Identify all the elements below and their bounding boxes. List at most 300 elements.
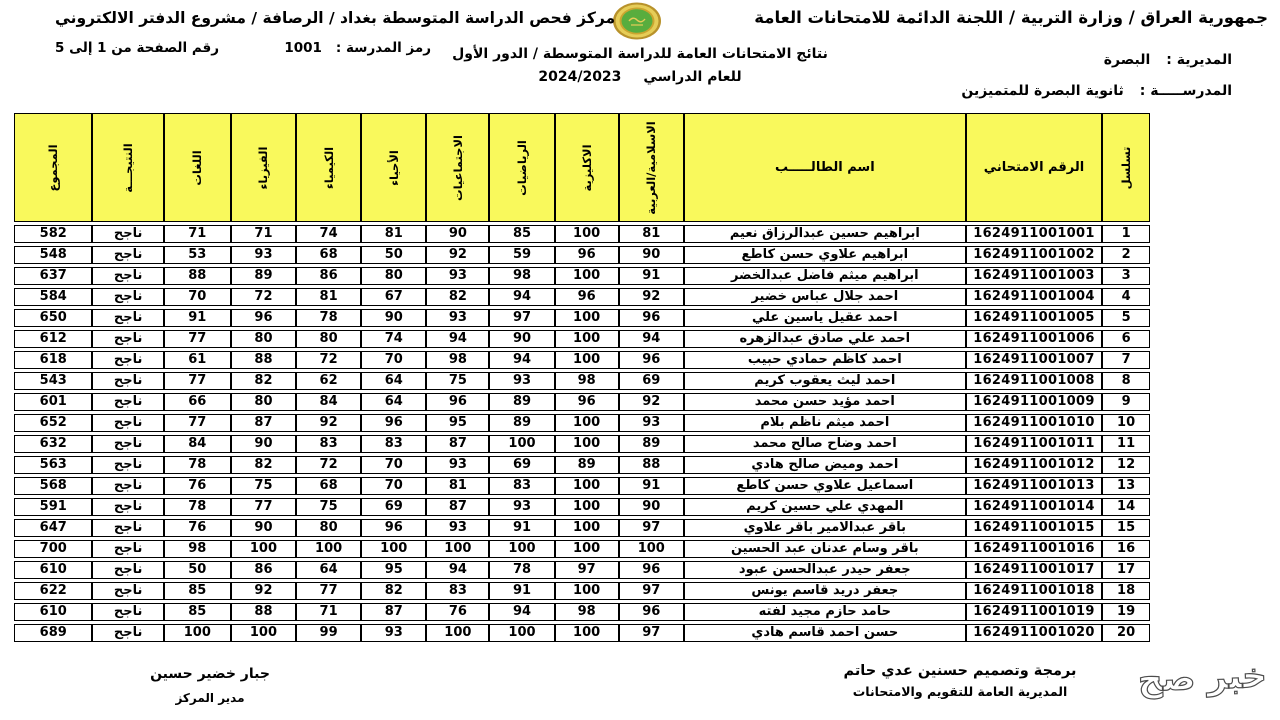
cell-total: 652 <box>14 414 92 432</box>
cell-chemistry: 72 <box>296 456 361 474</box>
cell-student-name: اسماعيل علاوي حسن كاطع <box>684 477 966 495</box>
cell-physics: 100 <box>231 624 296 642</box>
cell-islamic-arabic: 91 <box>619 477 684 495</box>
cell-chemistry: 81 <box>296 288 361 306</box>
cell-islamic-arabic: 81 <box>619 225 684 243</box>
col-islamic-arabic-label: الاسلامية/العربية <box>644 120 659 215</box>
cell-chemistry: 75 <box>296 498 361 516</box>
cell-student-name: احمد كاظم حمادي حبيب <box>684 351 966 369</box>
cell-islamic-arabic: 92 <box>619 288 684 306</box>
cell-biology: 70 <box>361 351 426 369</box>
col-physics-label: الفيزياء <box>256 146 271 189</box>
cell-serial: 11 <box>1102 435 1150 453</box>
cell-english: 100 <box>555 477 619 495</box>
cell-islamic-arabic: 69 <box>619 372 684 390</box>
cell-serial: 10 <box>1102 414 1150 432</box>
directorate-label: المديرية : <box>1166 52 1232 68</box>
cell-islamic-arabic: 96 <box>619 561 684 579</box>
cell-physics: 72 <box>231 288 296 306</box>
cell-chemistry: 92 <box>296 414 361 432</box>
cell-serial: 16 <box>1102 540 1150 558</box>
cell-total: 618 <box>14 351 92 369</box>
cell-exam-number: 1624911001012 <box>966 456 1102 474</box>
cell-english: 100 <box>555 498 619 516</box>
republic-ministry-title: جمهورية العراق / وزارة التربية / اللجنة الدائمة للامتحانات العامة <box>754 8 1268 27</box>
school-code-value: 1001 <box>284 40 322 56</box>
cell-social: 94 <box>426 561 489 579</box>
cell-chemistry: 86 <box>296 267 361 285</box>
cell-math: 94 <box>489 288 554 306</box>
cell-total: 610 <box>14 603 92 621</box>
cell-physics: 90 <box>231 435 296 453</box>
cell-physics: 82 <box>231 456 296 474</box>
table-row <box>14 414 1150 432</box>
cell-result: ناجح <box>92 603 163 621</box>
cell-student-name: احمد علي صادق عبدالزهره <box>684 330 966 348</box>
cell-physics: 80 <box>231 330 296 348</box>
cell-total: 543 <box>14 372 92 390</box>
cell-biology: 69 <box>361 498 426 516</box>
cell-result: ناجح <box>92 351 163 369</box>
cell-total: 700 <box>14 540 92 558</box>
col-chemistry-label: الكيمياء <box>321 146 336 189</box>
cell-social: 98 <box>426 351 489 369</box>
cell-physics: 71 <box>231 225 296 243</box>
cell-islamic-arabic: 97 <box>619 519 684 537</box>
academic-year-label: للعام الدراسي <box>643 69 742 85</box>
cell-serial: 1 <box>1102 225 1150 243</box>
cell-languages: 78 <box>164 456 231 474</box>
cell-exam-number: 1624911001014 <box>966 498 1102 516</box>
cell-physics: 88 <box>231 603 296 621</box>
cell-exam-number: 1624911001020 <box>966 624 1102 642</box>
cell-student-name: حامد حازم مجيد لفته <box>684 603 966 621</box>
col-result-label: النتيجـــة <box>121 142 136 193</box>
cell-islamic-arabic: 96 <box>619 603 684 621</box>
cell-chemistry: 100 <box>296 540 361 558</box>
cell-result: ناجح <box>92 540 163 558</box>
col-total <box>14 113 92 222</box>
cell-social: 95 <box>426 414 489 432</box>
cell-social: 94 <box>426 330 489 348</box>
table-row <box>14 393 1150 411</box>
table-row <box>14 603 1150 621</box>
cell-total: 647 <box>14 519 92 537</box>
cell-exam-number: 1624911001008 <box>966 372 1102 390</box>
cell-biology: 70 <box>361 456 426 474</box>
cell-english: 100 <box>555 624 619 642</box>
cell-student-name: باقر عبدالامير باقر علاوي <box>684 519 966 537</box>
cell-result: ناجح <box>92 246 163 264</box>
cell-languages: 61 <box>164 351 231 369</box>
cell-english: 96 <box>555 288 619 306</box>
header-meta-right <box>961 52 1232 99</box>
cell-english: 100 <box>555 519 619 537</box>
cell-result: ناجح <box>92 561 163 579</box>
cell-math: 89 <box>489 393 554 411</box>
cell-languages: 88 <box>164 267 231 285</box>
cell-student-name: احمد جلال عباس خضير <box>684 288 966 306</box>
cell-total: 612 <box>14 330 92 348</box>
cell-total: 689 <box>14 624 92 642</box>
page-range: رقم الصفحة من 1 إلى 5 <box>55 40 220 56</box>
table-row <box>14 540 1150 558</box>
table-row <box>14 477 1150 495</box>
cell-result: ناجح <box>92 519 163 537</box>
cell-exam-number: 1624911001001 <box>966 225 1102 243</box>
cell-result: ناجح <box>92 393 163 411</box>
cell-math: 91 <box>489 582 554 600</box>
cell-student-name: احمد وضاح صالح محمد <box>684 435 966 453</box>
cell-serial: 18 <box>1102 582 1150 600</box>
col-english <box>555 113 619 222</box>
cell-math: 89 <box>489 414 554 432</box>
cell-islamic-arabic: 100 <box>619 540 684 558</box>
cell-languages: 78 <box>164 498 231 516</box>
cell-social: 82 <box>426 288 489 306</box>
cell-biology: 87 <box>361 603 426 621</box>
cell-exam-number: 1624911001019 <box>966 603 1102 621</box>
cell-social: 87 <box>426 498 489 516</box>
cell-math: 90 <box>489 330 554 348</box>
cell-chemistry: 71 <box>296 603 361 621</box>
cell-total: 622 <box>14 582 92 600</box>
table-row <box>14 561 1150 579</box>
cell-student-name: حسن احمد قاسم هادي <box>684 624 966 642</box>
center-director-name: جبار خضير حسين <box>150 666 270 682</box>
cell-islamic-arabic: 88 <box>619 456 684 474</box>
directorate-value: البصرة <box>1103 52 1151 68</box>
cell-student-name: المهدي علي حسين كريم <box>684 498 966 516</box>
cell-languages: 98 <box>164 540 231 558</box>
cell-languages: 84 <box>164 435 231 453</box>
col-total-label: المجموع <box>46 143 61 192</box>
cell-math: 94 <box>489 351 554 369</box>
header-meta-left <box>55 40 431 56</box>
table-row <box>14 519 1150 537</box>
cell-result: ناجح <box>92 225 163 243</box>
cell-chemistry: 84 <box>296 393 361 411</box>
cell-islamic-arabic: 93 <box>619 414 684 432</box>
academic-year-value: 2024/2023 <box>538 69 622 85</box>
cell-student-name: احمد ليث يعقوب كريم <box>684 372 966 390</box>
cell-biology: 90 <box>361 309 426 327</box>
table-row <box>14 309 1150 327</box>
cell-student-name: احمد مؤيد حسن محمد <box>684 393 966 411</box>
cell-languages: 77 <box>164 414 231 432</box>
cell-result: ناجح <box>92 498 163 516</box>
table-row <box>14 330 1150 348</box>
cell-exam-number: 1624911001013 <box>966 477 1102 495</box>
results-table <box>14 110 1150 645</box>
table-row <box>14 225 1150 243</box>
cell-islamic-arabic: 89 <box>619 435 684 453</box>
cell-chemistry: 99 <box>296 624 361 642</box>
cell-biology: 93 <box>361 624 426 642</box>
cell-total: 632 <box>14 435 92 453</box>
cell-chemistry: 68 <box>296 246 361 264</box>
cell-exam-number: 1624911001015 <box>966 519 1102 537</box>
cell-biology: 64 <box>361 372 426 390</box>
cell-student-name: باقر وسام عدنان عبد الحسين <box>684 540 966 558</box>
cell-islamic-arabic: 90 <box>619 246 684 264</box>
cell-serial: 12 <box>1102 456 1150 474</box>
cell-languages: 70 <box>164 288 231 306</box>
cell-result: ناجح <box>92 372 163 390</box>
col-social-label: الاجتماعيات <box>450 134 465 201</box>
school-label: المدرســـــة : <box>1139 83 1232 99</box>
cell-serial: 20 <box>1102 624 1150 642</box>
cell-biology: 83 <box>361 435 426 453</box>
cell-serial: 3 <box>1102 267 1150 285</box>
cell-serial: 19 <box>1102 603 1150 621</box>
cell-serial: 8 <box>1102 372 1150 390</box>
center-director-title: مدير المركز <box>175 691 245 705</box>
document-title <box>423 46 857 85</box>
cell-social: 81 <box>426 477 489 495</box>
cell-languages: 53 <box>164 246 231 264</box>
cell-physics: 87 <box>231 414 296 432</box>
cell-chemistry: 80 <box>296 519 361 537</box>
cell-exam-number: 1624911001016 <box>966 540 1102 558</box>
col-math <box>489 113 554 222</box>
school-code-label: رمز المدرسة : <box>335 40 431 56</box>
cell-english: 96 <box>555 246 619 264</box>
col-biology-label: الأحياء <box>386 149 401 186</box>
col-math-label: الرياضيات <box>514 139 529 196</box>
cell-chemistry: 78 <box>296 309 361 327</box>
cell-languages: 91 <box>164 309 231 327</box>
cell-exam-number: 1624911001006 <box>966 330 1102 348</box>
cell-biology: 81 <box>361 225 426 243</box>
cell-student-name: جعفر دريد قاسم يونس <box>684 582 966 600</box>
cell-total: 637 <box>14 267 92 285</box>
document-title-line2 <box>423 69 857 85</box>
table-row <box>14 267 1150 285</box>
table-row <box>14 288 1150 306</box>
cell-physics: 77 <box>231 498 296 516</box>
cell-languages: 77 <box>164 372 231 390</box>
cell-physics: 92 <box>231 582 296 600</box>
footer-signature-left <box>122 666 298 705</box>
col-exam-number: الرقم الامتحاني <box>966 113 1102 222</box>
cell-serial: 14 <box>1102 498 1150 516</box>
cell-languages: 85 <box>164 603 231 621</box>
cell-languages: 100 <box>164 624 231 642</box>
cell-biology: 80 <box>361 267 426 285</box>
cell-languages: 50 <box>164 561 231 579</box>
cell-student-name: ابراهيم حسين عبدالرزاق نعيم <box>684 225 966 243</box>
cell-math: 78 <box>489 561 554 579</box>
cell-social: 92 <box>426 246 489 264</box>
cell-biology: 82 <box>361 582 426 600</box>
cell-exam-number: 1624911001018 <box>966 582 1102 600</box>
cell-result: ناجح <box>92 267 163 285</box>
cell-english: 100 <box>555 351 619 369</box>
cell-english: 98 <box>555 372 619 390</box>
cell-math: 93 <box>489 372 554 390</box>
directorate-line <box>961 52 1232 68</box>
cell-math: 94 <box>489 603 554 621</box>
cell-exam-number: 1624911001005 <box>966 309 1102 327</box>
cell-total: 582 <box>14 225 92 243</box>
col-serial-label: تسلسل <box>1119 146 1134 189</box>
cell-math: 100 <box>489 540 554 558</box>
cell-total: 548 <box>14 246 92 264</box>
cell-languages: 66 <box>164 393 231 411</box>
cell-total: 610 <box>14 561 92 579</box>
cell-languages: 76 <box>164 519 231 537</box>
cell-result: ناجح <box>92 330 163 348</box>
cell-exam-number: 1624911001002 <box>966 246 1102 264</box>
cell-physics: 96 <box>231 309 296 327</box>
cell-social: 100 <box>426 540 489 558</box>
cell-physics: 86 <box>231 561 296 579</box>
ministry-emblem-icon <box>612 2 662 40</box>
cell-english: 100 <box>555 309 619 327</box>
cell-student-name: جعفر حيدر عبدالحسن عبود <box>684 561 966 579</box>
cell-english: 100 <box>555 330 619 348</box>
cell-social: 90 <box>426 225 489 243</box>
cell-english: 100 <box>555 414 619 432</box>
cell-exam-number: 1624911001011 <box>966 435 1102 453</box>
cell-social: 87 <box>426 435 489 453</box>
cell-result: ناجح <box>92 414 163 432</box>
cell-exam-number: 1624911001010 <box>966 414 1102 432</box>
cell-social: 93 <box>426 309 489 327</box>
cell-social: 93 <box>426 456 489 474</box>
cell-physics: 75 <box>231 477 296 495</box>
cell-languages: 85 <box>164 582 231 600</box>
cell-math: 59 <box>489 246 554 264</box>
table-header-row <box>14 113 1150 222</box>
cell-english: 96 <box>555 393 619 411</box>
cell-chemistry: 83 <box>296 435 361 453</box>
cell-result: ناجح <box>92 435 163 453</box>
cell-biology: 50 <box>361 246 426 264</box>
col-languages <box>164 113 231 222</box>
cell-english: 89 <box>555 456 619 474</box>
cell-math: 85 <box>489 225 554 243</box>
cell-biology: 100 <box>361 540 426 558</box>
cell-math: 100 <box>489 435 554 453</box>
cell-math: 69 <box>489 456 554 474</box>
cell-english: 100 <box>555 267 619 285</box>
cell-biology: 74 <box>361 330 426 348</box>
cell-total: 584 <box>14 288 92 306</box>
cell-social: 93 <box>426 519 489 537</box>
cell-serial: 13 <box>1102 477 1150 495</box>
cell-exam-number: 1624911001009 <box>966 393 1102 411</box>
cell-chemistry: 72 <box>296 351 361 369</box>
table-row <box>14 246 1150 264</box>
cell-islamic-arabic: 97 <box>619 624 684 642</box>
cell-total: 591 <box>14 498 92 516</box>
cell-serial: 9 <box>1102 393 1150 411</box>
table-row <box>14 498 1150 516</box>
table-row <box>14 372 1150 390</box>
col-result <box>92 113 163 222</box>
cell-chemistry: 77 <box>296 582 361 600</box>
cell-chemistry: 74 <box>296 225 361 243</box>
cell-exam-number: 1624911001017 <box>966 561 1102 579</box>
cell-math: 91 <box>489 519 554 537</box>
cell-serial: 17 <box>1102 561 1150 579</box>
col-student-name: اسم الطالـــــب <box>684 113 966 222</box>
cell-student-name: احمد ميثم ناظم بلام <box>684 414 966 432</box>
cell-student-name: ابراهيم ميثم فاضل عبدالخضر <box>684 267 966 285</box>
cell-student-name: ابراهيم علاوي حسن كاطع <box>684 246 966 264</box>
cell-islamic-arabic: 94 <box>619 330 684 348</box>
cell-islamic-arabic: 96 <box>619 351 684 369</box>
table-row <box>14 435 1150 453</box>
cell-english: 100 <box>555 225 619 243</box>
cell-social: 93 <box>426 267 489 285</box>
cell-biology: 70 <box>361 477 426 495</box>
cell-student-name: احمد وميض صالح هادي <box>684 456 966 474</box>
col-languages-label: اللغات <box>190 149 205 186</box>
cell-chemistry: 68 <box>296 477 361 495</box>
cell-social: 96 <box>426 393 489 411</box>
cell-physics: 93 <box>231 246 296 264</box>
table-row <box>14 456 1150 474</box>
table-row <box>14 624 1150 642</box>
cell-biology: 64 <box>361 393 426 411</box>
cell-result: ناجح <box>92 624 163 642</box>
school-line <box>961 83 1232 99</box>
cell-math: 97 <box>489 309 554 327</box>
directorate-general-title: المديرية العامة للتقويم والامتحانات <box>852 684 1068 699</box>
table-row <box>14 582 1150 600</box>
cell-math: 83 <box>489 477 554 495</box>
cell-social: 100 <box>426 624 489 642</box>
col-english-label: الاكليزية <box>579 143 594 192</box>
cell-islamic-arabic: 90 <box>619 498 684 516</box>
cell-english: 100 <box>555 582 619 600</box>
col-chemistry <box>296 113 361 222</box>
cell-islamic-arabic: 96 <box>619 309 684 327</box>
cell-languages: 71 <box>164 225 231 243</box>
cell-result: ناجح <box>92 456 163 474</box>
cell-biology: 95 <box>361 561 426 579</box>
col-serial <box>1102 113 1150 222</box>
cell-languages: 76 <box>164 477 231 495</box>
cell-result: ناجح <box>92 582 163 600</box>
table-row <box>14 351 1150 369</box>
cell-result: ناجح <box>92 309 163 327</box>
cell-serial: 5 <box>1102 309 1150 327</box>
cell-total: 650 <box>14 309 92 327</box>
cell-student-name: احمد عقيل ياسين علي <box>684 309 966 327</box>
cell-serial: 15 <box>1102 519 1150 537</box>
exam-center-title: مركز فحص الدراسة المتوسطة بغداد / الرصافة / مشروع الدفتر الالكتروني <box>55 9 616 27</box>
cell-languages: 77 <box>164 330 231 348</box>
cell-chemistry: 62 <box>296 372 361 390</box>
school-code <box>284 40 431 56</box>
cell-serial: 4 <box>1102 288 1150 306</box>
cell-result: ناجح <box>92 288 163 306</box>
cell-islamic-arabic: 92 <box>619 393 684 411</box>
cell-physics: 90 <box>231 519 296 537</box>
cell-math: 100 <box>489 624 554 642</box>
cell-chemistry: 64 <box>296 561 361 579</box>
cell-result: ناجح <box>92 477 163 495</box>
programmer-credit: برمجة وتصميم حسنين عدي حاتم <box>843 663 1077 679</box>
cell-social: 76 <box>426 603 489 621</box>
col-biology <box>361 113 426 222</box>
cell-english: 98 <box>555 603 619 621</box>
cell-biology: 96 <box>361 414 426 432</box>
